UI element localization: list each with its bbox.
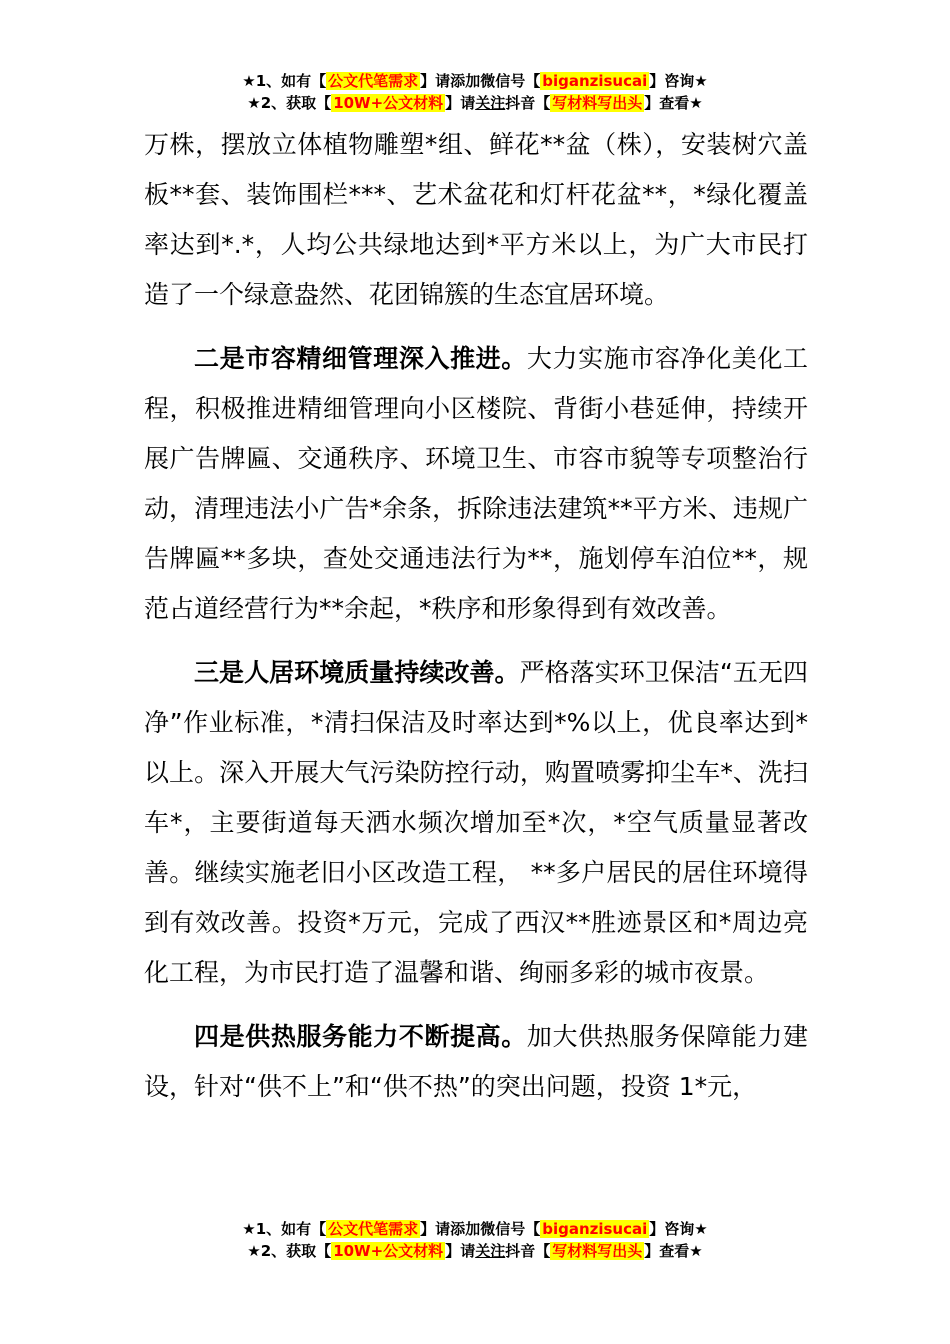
- promo-highlight: 写材料写出头: [552, 94, 643, 112]
- promo-text: 关注: [475, 1242, 506, 1260]
- promo-text: 】咨询★: [649, 1220, 708, 1238]
- promo-line-2: [0, 92, 950, 114]
- promo-text: 关注: [475, 94, 506, 112]
- promo-highlight: 公文代笔需求: [328, 1220, 419, 1238]
- promo-text: 】请: [445, 1242, 476, 1260]
- promo-text: 微信号【: [480, 1220, 541, 1238]
- promo-banner-bottom: [0, 1218, 950, 1262]
- promo-text: 】查看★: [644, 94, 703, 112]
- promo-text: ★1、如有【: [242, 1220, 327, 1238]
- promo-text: 】请: [445, 94, 476, 112]
- paragraph-text: 加大供热服务保障能力建设，针对“供不上”和“供不热”的突出问题，投资 1*元，: [144, 1022, 808, 1101]
- promo-text: ★1、如有【: [242, 72, 327, 90]
- promo-text: 抖音【: [505, 94, 551, 112]
- promo-text: 微信号【: [480, 72, 541, 90]
- promo-text: 】查看★: [644, 1242, 703, 1260]
- document-body: [144, 120, 808, 1112]
- promo-highlight: 写材料写出头: [552, 1242, 643, 1260]
- promo-line-1: [0, 70, 950, 92]
- paragraph-2: [144, 648, 808, 998]
- promo-line-2: [0, 1240, 950, 1262]
- promo-line-1: [0, 1218, 950, 1240]
- promo-banner-top: [0, 70, 950, 114]
- promo-text: ★2、获取【: [247, 94, 332, 112]
- promo-highlight: biganzisucai: [542, 72, 648, 90]
- promo-text: 】请添: [420, 72, 466, 90]
- paragraph-text: 严格落实环卫保洁“五无四净”作业标准，*清扫保洁及时率达到*%以上，优良率达到*以上。深入开展大气污染防控行动，购置喷雾抑尘车*、洗扫车*，主要街道每天洒水频次增加至*次，*空气质量显著改善。继续实施老旧小区改造工程， **多户居民的居住环境得到有效改善。投资*万元，完成了西汉**胜迹景区和*周边亮化工程，为市民打造了温馨和谐、绚丽多彩的城市夜景。: [144, 658, 808, 987]
- paragraph-3: [144, 1012, 808, 1112]
- promo-highlight: 10W+公文材料: [333, 94, 444, 112]
- promo-text: ★2、获取【: [247, 1242, 332, 1260]
- paragraph-1: [144, 334, 808, 634]
- promo-text: 加: [465, 1220, 481, 1238]
- paragraph-0: 万株，摆放立体植物雕塑*组、鲜花**盆（株），安装树穴盖板**套、装饰围栏***、艺术盆花和灯杆花盆**，*绿化覆盖率达到*.*，人均公共绿地达到*平方米以上，为广大市民打造了一个绿意盎然、花团锦簇的生态宜居环境。: [144, 130, 808, 309]
- promo-text: 加: [465, 72, 481, 90]
- promo-highlight: biganzisucai: [542, 1220, 648, 1238]
- promo-text: 抖音【: [505, 1242, 551, 1260]
- promo-text: 】咨询★: [649, 72, 708, 90]
- promo-text: 】请添: [420, 1220, 466, 1238]
- paragraph-lead: 二是市容精细管理深入推进。: [194, 344, 527, 373]
- paragraph-text: 大力实施市容净化美化工程，积极推进精细管理向小区楼院、背街小巷延伸，持续开展广告牌匾、交通秩序、环境卫生、市容市貌等专项整治行动，清理违法小广告*余条，拆除违法建筑**平方米、违规广告牌匾**多块，查处交通违法行为**，施划停车泊位**，规范占道经营行为**余起，*秩序和形象得到有效改善。: [144, 344, 808, 623]
- promo-highlight: 公文代笔需求: [328, 72, 419, 90]
- promo-highlight: 10W+公文材料: [333, 1242, 444, 1260]
- paragraph-lead: 四是供热服务能力不断提高。: [194, 1022, 527, 1051]
- paragraph-lead: 三是人居环境质量持续改善。: [194, 658, 520, 687]
